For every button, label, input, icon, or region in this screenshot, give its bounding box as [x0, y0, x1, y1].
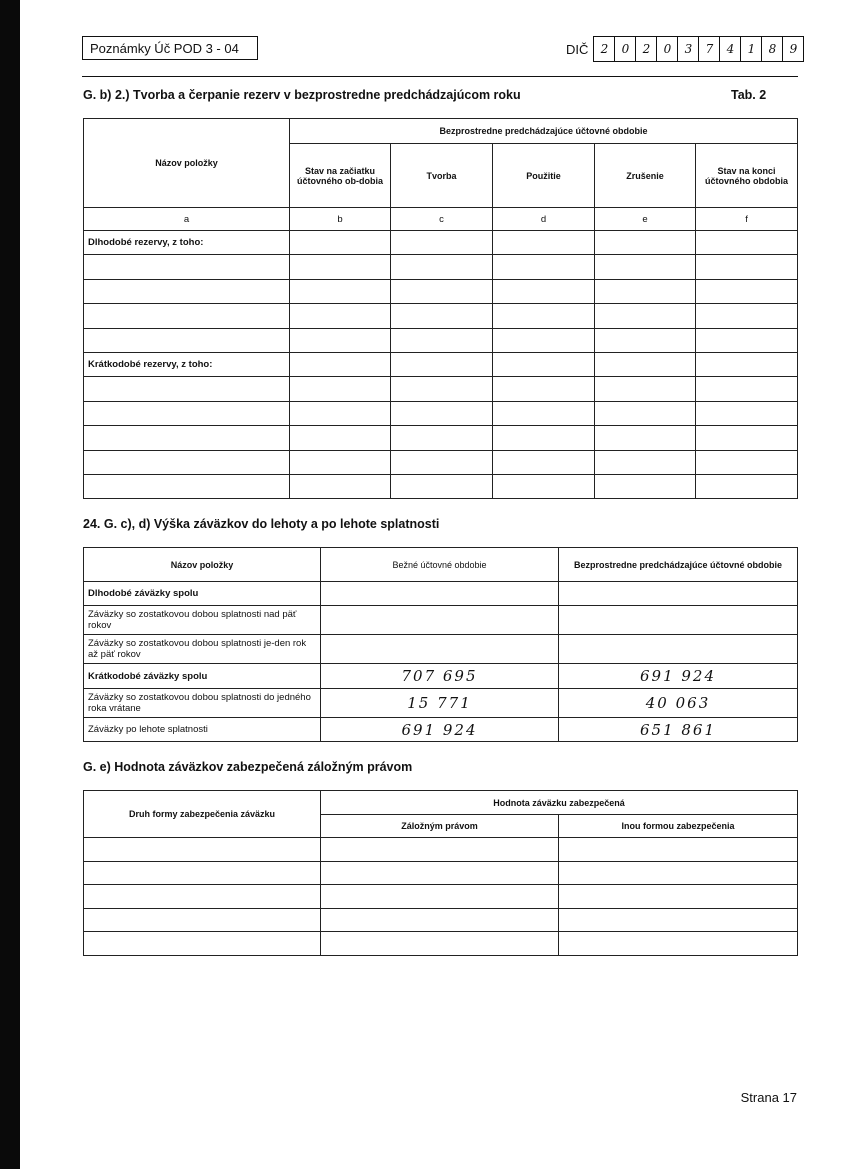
- value-cell: [559, 885, 798, 909]
- row-label: Dlhodobé rezervy, z toho:: [84, 231, 290, 255]
- value-cell: [696, 255, 798, 279]
- value-cell: [84, 885, 321, 909]
- value-cell: [696, 328, 798, 352]
- previous-period-value: [559, 582, 798, 606]
- value-cell: [84, 861, 321, 885]
- value-cell: [290, 426, 391, 450]
- secured-liabilities-table: [83, 790, 798, 956]
- value-cell: [391, 474, 493, 498]
- col-header: Zrušenie: [595, 144, 696, 208]
- col-header: Stav na začiatku účtovného ob-dobia: [290, 144, 391, 208]
- row-label: [84, 450, 290, 474]
- table-row: [84, 279, 798, 303]
- col-group: Hodnota záväzku zabezpečená: [321, 791, 798, 815]
- value-cell: [290, 377, 391, 401]
- table-row: [84, 582, 798, 606]
- row-label: Záväzky so zostatkovou dobou splatnosti je-den rok až päť rokov: [84, 635, 321, 664]
- value-cell: [595, 377, 696, 401]
- value-cell: [595, 279, 696, 303]
- value-cell: [290, 474, 391, 498]
- row-label: [84, 377, 290, 401]
- value-cell: [391, 231, 493, 255]
- col-item: Druh formy zabezpečenia záväzku: [84, 791, 321, 838]
- section1-title: G. b) 2.) Tvorba a čerpanie rezerv v bezprostredne predchádzajúcom roku: [83, 88, 521, 102]
- row-label: [84, 255, 290, 279]
- row-label: Záväzky so zostatkovou dobou splatnosti do jedného roka vrátane: [84, 689, 321, 718]
- value-cell: [696, 231, 798, 255]
- tab-label: Tab. 2: [731, 88, 767, 102]
- current-period-value: 15 771: [321, 689, 559, 718]
- value-cell: [391, 328, 493, 352]
- value-cell: [290, 328, 391, 352]
- column-letter: f: [696, 208, 798, 231]
- value-cell: [595, 255, 696, 279]
- table-row: [84, 838, 798, 862]
- col-item: Názov položky: [84, 119, 290, 208]
- row-label: [84, 328, 290, 352]
- table-row: [84, 426, 798, 450]
- value-cell: [290, 352, 391, 376]
- col-header: Názov položky: [84, 548, 321, 582]
- col-header: Záložným právom: [321, 815, 559, 838]
- previous-period-value: 691 924: [559, 664, 798, 689]
- value-cell: [493, 450, 595, 474]
- liabilities-table: [83, 547, 798, 742]
- dic-digit: 7: [699, 37, 720, 61]
- dic-digit: 8: [762, 37, 783, 61]
- dic-field: [566, 36, 804, 62]
- col-header: Tvorba: [391, 144, 493, 208]
- divider: [82, 76, 798, 77]
- table-row: [84, 635, 798, 664]
- value-cell: [290, 279, 391, 303]
- value-cell: [595, 352, 696, 376]
- section2-title: 24. G. c), d) Výška záväzkov do lehoty a po lehote splatnosti: [83, 517, 440, 531]
- value-cell: [391, 377, 493, 401]
- row-label: Krátkodobé záväzky spolu: [84, 664, 321, 689]
- value-cell: [493, 474, 595, 498]
- value-cell: [595, 426, 696, 450]
- section3-title: G. e) Hodnota záväzkov zabezpečená záložným právom: [83, 760, 413, 774]
- dic-digit: 9: [789, 42, 798, 56]
- column-letter: a: [84, 208, 290, 231]
- value-cell: [321, 838, 559, 862]
- value-cell: [321, 908, 559, 932]
- table-row: [84, 304, 798, 328]
- value-cell: [290, 255, 391, 279]
- value-cell: [84, 908, 321, 932]
- value-cell: [391, 304, 493, 328]
- col-header: Bezprostredne predchádzajúce účtovné obdobie: [559, 548, 798, 582]
- dic-digit: 2: [594, 37, 615, 61]
- dic-digit: 1: [741, 37, 762, 61]
- value-cell: [493, 304, 595, 328]
- value-cell: [290, 304, 391, 328]
- row-label: Dlhodobé záväzky spolu: [84, 582, 321, 606]
- value-cell: [493, 401, 595, 425]
- table-row: [84, 352, 798, 376]
- value-cell: [559, 838, 798, 862]
- table-row: [84, 401, 798, 425]
- table-row: [84, 908, 798, 932]
- value-cell: [696, 474, 798, 498]
- dic-digit: 0: [657, 37, 678, 61]
- row-label: [84, 401, 290, 425]
- column-letter: e: [595, 208, 696, 231]
- dic-label: DIČ: [566, 41, 589, 57]
- value-cell: [493, 426, 595, 450]
- table-row: [84, 474, 798, 498]
- dic-digit: 3: [678, 37, 699, 61]
- value-cell: [290, 401, 391, 425]
- previous-period-value: [559, 635, 798, 664]
- previous-period-value: 651 861: [559, 718, 798, 742]
- reserves-table: [83, 118, 798, 499]
- dic-cells: [593, 36, 804, 62]
- table-row: [84, 932, 798, 956]
- column-letter: b: [290, 208, 391, 231]
- row-label: Záväzky po lehote splatnosti: [84, 718, 321, 742]
- value-cell: [493, 328, 595, 352]
- previous-period-value: 40 063: [559, 689, 798, 718]
- row-label: Záväzky so zostatkovou dobou splatnosti nad päť rokov: [84, 606, 321, 635]
- value-cell: [559, 908, 798, 932]
- table-row: [84, 450, 798, 474]
- dic-digit: 4: [720, 37, 741, 61]
- value-cell: [493, 279, 595, 303]
- value-cell: [595, 231, 696, 255]
- table-row: [84, 885, 798, 909]
- value-cell: [84, 838, 321, 862]
- value-cell: [559, 932, 798, 956]
- value-cell: [321, 885, 559, 909]
- current-period-value: [321, 635, 559, 664]
- row-label: [84, 304, 290, 328]
- value-cell: [595, 401, 696, 425]
- table-row: [84, 664, 798, 689]
- dic-digit: 0: [615, 37, 636, 61]
- column-letter: d: [493, 208, 595, 231]
- col-header: Stav na konci účtovného obdobia: [696, 144, 798, 208]
- value-cell: [493, 352, 595, 376]
- value-cell: [391, 352, 493, 376]
- value-cell: [493, 255, 595, 279]
- value-cell: [391, 450, 493, 474]
- value-cell: [391, 255, 493, 279]
- col-header: Inou formou zabezpečenia: [559, 815, 798, 838]
- page-number: Strana 17: [740, 1090, 797, 1105]
- value-cell: [696, 426, 798, 450]
- row-label: Krátkodobé rezervy, z toho:: [84, 352, 290, 376]
- value-cell: [595, 474, 696, 498]
- value-cell: [493, 377, 595, 401]
- value-cell: [696, 352, 798, 376]
- value-cell: [595, 328, 696, 352]
- table-row: [84, 231, 798, 255]
- col-group: Bezprostredne predchádzajúce účtovné obdobie: [290, 119, 798, 144]
- table-row: [84, 255, 798, 279]
- value-cell: [595, 450, 696, 474]
- row-label: [84, 279, 290, 303]
- value-cell: [696, 304, 798, 328]
- current-period-value: 691 924: [321, 718, 559, 742]
- current-period-value: 707 695: [321, 664, 559, 689]
- value-cell: [391, 279, 493, 303]
- previous-period-value: [559, 606, 798, 635]
- value-cell: [696, 377, 798, 401]
- table-row: [84, 328, 798, 352]
- current-period-value: [321, 582, 559, 606]
- value-cell: [391, 401, 493, 425]
- dic-digit: 2: [636, 37, 657, 61]
- table-row: [84, 861, 798, 885]
- value-cell: [321, 932, 559, 956]
- value-cell: [696, 279, 798, 303]
- value-cell: [595, 304, 696, 328]
- value-cell: [84, 932, 321, 956]
- value-cell: [290, 231, 391, 255]
- table-row: [84, 689, 798, 718]
- table-row: [84, 377, 798, 401]
- row-label: [84, 474, 290, 498]
- table-row: [84, 606, 798, 635]
- value-cell: [493, 231, 595, 255]
- value-cell: [290, 450, 391, 474]
- col-header: Bežné účtovné obdobie: [321, 548, 559, 582]
- form-label: Poznámky Úč POD 3 - 04: [82, 36, 258, 60]
- value-cell: [321, 861, 559, 885]
- value-cell: [391, 426, 493, 450]
- value-cell: [696, 450, 798, 474]
- row-label: [84, 426, 290, 450]
- value-cell: [696, 401, 798, 425]
- table-row: [84, 718, 798, 742]
- current-period-value: [321, 606, 559, 635]
- column-letter: c: [391, 208, 493, 231]
- col-header: Použitie: [493, 144, 595, 208]
- scan-edge: [0, 0, 20, 1169]
- value-cell: [559, 861, 798, 885]
